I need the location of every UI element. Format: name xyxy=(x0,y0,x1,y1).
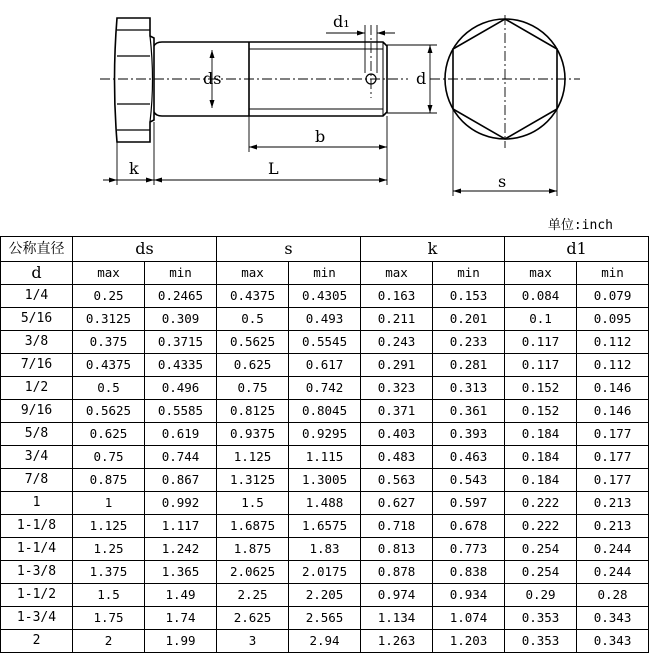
table-row xyxy=(1,630,649,653)
value-cell: 0.244 xyxy=(577,538,649,561)
table-row xyxy=(1,354,649,377)
table-row xyxy=(1,561,649,584)
value-cell: 1.6575 xyxy=(289,515,361,538)
table-row xyxy=(1,377,649,400)
label-s: s xyxy=(498,172,507,191)
value-cell: 1.875 xyxy=(217,538,289,561)
value-cell: 0.375 xyxy=(73,331,145,354)
group-header-d1: d1 xyxy=(505,237,649,262)
value-cell: 0.184 xyxy=(505,469,577,492)
value-cell: 0.117 xyxy=(505,331,577,354)
value-cell: 0.8045 xyxy=(289,400,361,423)
group-header-k: k xyxy=(361,237,505,262)
table-header-row-2 xyxy=(1,262,649,285)
value-cell: 0.875 xyxy=(73,469,145,492)
value-cell: 1.074 xyxy=(433,607,505,630)
value-cell: 3 xyxy=(217,630,289,653)
value-cell: 0.563 xyxy=(361,469,433,492)
value-cell: 1.3125 xyxy=(217,469,289,492)
value-cell: 0.146 xyxy=(577,400,649,423)
value-cell: 1.125 xyxy=(217,446,289,469)
value-cell: 0.934 xyxy=(433,584,505,607)
nominal-size-cell: 1-1/4 xyxy=(1,538,73,561)
value-cell: 0.5585 xyxy=(145,400,217,423)
nominal-size-cell: 1-3/4 xyxy=(1,607,73,630)
table-row xyxy=(1,308,649,331)
sub-header: max xyxy=(361,262,433,285)
value-cell: 0.343 xyxy=(577,630,649,653)
value-cell: 0.75 xyxy=(73,446,145,469)
value-cell: 0.867 xyxy=(145,469,217,492)
value-cell: 1.75 xyxy=(73,607,145,630)
center-lines xyxy=(100,15,580,148)
table-row xyxy=(1,285,649,308)
bolt-side-view xyxy=(115,18,388,142)
value-cell: 2.0175 xyxy=(289,561,361,584)
value-cell: 0.079 xyxy=(577,285,649,308)
sub-header: min xyxy=(289,262,361,285)
value-cell: 0.4305 xyxy=(289,285,361,308)
value-cell: 0.291 xyxy=(361,354,433,377)
value-cell: 0.323 xyxy=(361,377,433,400)
value-cell: 0.5 xyxy=(217,308,289,331)
value-cell: 0.496 xyxy=(145,377,217,400)
value-cell: 0.597 xyxy=(433,492,505,515)
value-cell: 1.83 xyxy=(289,538,361,561)
value-cell: 1.5 xyxy=(73,584,145,607)
dimension-table xyxy=(0,236,649,653)
value-cell: 0.5545 xyxy=(289,331,361,354)
value-cell: 0.309 xyxy=(145,308,217,331)
table-row xyxy=(1,423,649,446)
table-row xyxy=(1,515,649,538)
value-cell: 0.211 xyxy=(361,308,433,331)
value-cell: 0.29 xyxy=(505,584,577,607)
value-cell: 0.213 xyxy=(577,515,649,538)
value-cell: 1 xyxy=(73,492,145,515)
value-cell: 0.742 xyxy=(289,377,361,400)
value-cell: 0.4375 xyxy=(73,354,145,377)
value-cell: 0.243 xyxy=(361,331,433,354)
value-cell: 0.617 xyxy=(289,354,361,377)
value-cell: 0.718 xyxy=(361,515,433,538)
value-cell: 0.2465 xyxy=(145,285,217,308)
nominal-size-cell: 1/4 xyxy=(1,285,73,308)
dimension-arrows xyxy=(109,31,557,194)
value-cell: 1.488 xyxy=(289,492,361,515)
value-cell: 0.28 xyxy=(577,584,649,607)
value-cell: 0.463 xyxy=(433,446,505,469)
value-cell: 0.483 xyxy=(361,446,433,469)
value-cell: 0.992 xyxy=(145,492,217,515)
value-cell: 1.6875 xyxy=(217,515,289,538)
value-cell: 1.203 xyxy=(433,630,505,653)
value-cell: 1.125 xyxy=(73,515,145,538)
sub-header: max xyxy=(73,262,145,285)
value-cell: 0.353 xyxy=(505,607,577,630)
value-cell: 1.134 xyxy=(361,607,433,630)
label-b: b xyxy=(315,127,326,146)
value-cell: 0.5625 xyxy=(73,400,145,423)
value-cell: 0.112 xyxy=(577,331,649,354)
nominal-size-cell: 1 xyxy=(1,492,73,515)
value-cell: 1.99 xyxy=(145,630,217,653)
value-cell: 0.625 xyxy=(217,354,289,377)
value-cell: 0.117 xyxy=(505,354,577,377)
table-row xyxy=(1,538,649,561)
nominal-size-cell: 2 xyxy=(1,630,73,653)
value-cell: 1.74 xyxy=(145,607,217,630)
nominal-size-cell: 5/16 xyxy=(1,308,73,331)
label-k: k xyxy=(129,159,139,178)
value-cell: 0.177 xyxy=(577,423,649,446)
value-cell: 0.838 xyxy=(433,561,505,584)
bolt-head-outline xyxy=(115,18,155,142)
group-header-ds: ds xyxy=(73,237,217,262)
nominal-size-cell: 7/8 xyxy=(1,469,73,492)
value-cell: 0.244 xyxy=(577,561,649,584)
value-cell: 0.084 xyxy=(505,285,577,308)
value-cell: 0.9295 xyxy=(289,423,361,446)
value-cell: 0.281 xyxy=(433,354,505,377)
nominal-diameter-symbol: d xyxy=(1,262,73,285)
value-cell: 0.813 xyxy=(361,538,433,561)
value-cell: 0.184 xyxy=(505,423,577,446)
value-cell: 2 xyxy=(73,630,145,653)
nominal-size-cell: 1-1/8 xyxy=(1,515,73,538)
value-cell: 0.773 xyxy=(433,538,505,561)
value-cell: 0.254 xyxy=(505,538,577,561)
nominal-size-cell: 3/4 xyxy=(1,446,73,469)
value-cell: 0.75 xyxy=(217,377,289,400)
table-row xyxy=(1,584,649,607)
value-cell: 1.242 xyxy=(145,538,217,561)
sub-header: min xyxy=(433,262,505,285)
label-d: d xyxy=(416,69,427,88)
value-cell: 0.625 xyxy=(73,423,145,446)
value-cell: 0.163 xyxy=(361,285,433,308)
value-cell: 0.353 xyxy=(505,630,577,653)
value-cell: 0.213 xyxy=(577,492,649,515)
bolt-drawing xyxy=(0,0,649,215)
value-cell: 0.678 xyxy=(433,515,505,538)
value-cell: 0.153 xyxy=(433,285,505,308)
unit-label: 单位:inch xyxy=(547,218,613,233)
value-cell: 1.115 xyxy=(289,446,361,469)
value-cell: 0.878 xyxy=(361,561,433,584)
table-row xyxy=(1,607,649,630)
value-cell: 0.627 xyxy=(361,492,433,515)
bolt-technical-drawing xyxy=(0,0,649,215)
value-cell: 0.744 xyxy=(145,446,217,469)
value-cell: 0.095 xyxy=(577,308,649,331)
value-cell: 0.3125 xyxy=(73,308,145,331)
value-cell: 2.0625 xyxy=(217,561,289,584)
value-cell: 0.3715 xyxy=(145,331,217,354)
value-cell: 0.4335 xyxy=(145,354,217,377)
sub-header: max xyxy=(505,262,577,285)
label-L: L xyxy=(268,159,279,178)
value-cell: 0.4375 xyxy=(217,285,289,308)
table-row xyxy=(1,331,649,354)
value-cell: 0.222 xyxy=(505,515,577,538)
nominal-size-cell: 5/8 xyxy=(1,423,73,446)
value-cell: 0.152 xyxy=(505,377,577,400)
value-cell: 1.5 xyxy=(217,492,289,515)
value-cell: 0.177 xyxy=(577,446,649,469)
nominal-diameter-header: 公称直径 xyxy=(1,237,73,262)
value-cell: 0.254 xyxy=(505,561,577,584)
value-cell: 0.974 xyxy=(361,584,433,607)
value-cell: 0.8125 xyxy=(217,400,289,423)
value-cell: 0.343 xyxy=(577,607,649,630)
value-cell: 0.233 xyxy=(433,331,505,354)
table-body xyxy=(1,285,649,653)
value-cell: 0.313 xyxy=(433,377,505,400)
nominal-size-cell: 9/16 xyxy=(1,400,73,423)
value-cell: 0.5625 xyxy=(217,331,289,354)
nominal-size-cell: 3/8 xyxy=(1,331,73,354)
value-cell: 0.152 xyxy=(505,400,577,423)
label-d1: d₁ xyxy=(333,12,350,31)
value-cell: 0.177 xyxy=(577,469,649,492)
sub-header: min xyxy=(577,262,649,285)
table-row xyxy=(1,446,649,469)
value-cell: 0.9375 xyxy=(217,423,289,446)
value-cell: 2.94 xyxy=(289,630,361,653)
value-cell: 0.403 xyxy=(361,423,433,446)
value-cell: 2.25 xyxy=(217,584,289,607)
value-cell: 0.184 xyxy=(505,446,577,469)
value-cell: 0.543 xyxy=(433,469,505,492)
nominal-size-cell: 1/2 xyxy=(1,377,73,400)
value-cell: 0.25 xyxy=(73,285,145,308)
table-row xyxy=(1,492,649,515)
value-cell: 0.361 xyxy=(433,400,505,423)
value-cell: 2.565 xyxy=(289,607,361,630)
value-cell: 0.493 xyxy=(289,308,361,331)
value-cell: 0.201 xyxy=(433,308,505,331)
value-cell: 1.263 xyxy=(361,630,433,653)
table-row xyxy=(1,400,649,423)
nominal-size-cell: 7/16 xyxy=(1,354,73,377)
sub-header: max xyxy=(217,262,289,285)
value-cell: 0.619 xyxy=(145,423,217,446)
value-cell: 1.375 xyxy=(73,561,145,584)
value-cell: 1.49 xyxy=(145,584,217,607)
value-cell: 0.5 xyxy=(73,377,145,400)
sub-header: min xyxy=(145,262,217,285)
value-cell: 1.25 xyxy=(73,538,145,561)
label-ds: ds xyxy=(203,69,222,88)
value-cell: 2.205 xyxy=(289,584,361,607)
value-cell: 0.112 xyxy=(577,354,649,377)
table-header-row-1 xyxy=(1,237,649,262)
value-cell: 0.371 xyxy=(361,400,433,423)
nominal-size-cell: 1-1/2 xyxy=(1,584,73,607)
value-cell: 1.117 xyxy=(145,515,217,538)
value-cell: 0.393 xyxy=(433,423,505,446)
value-cell: 0.1 xyxy=(505,308,577,331)
table-row xyxy=(1,469,649,492)
value-cell: 0.146 xyxy=(577,377,649,400)
nominal-size-cell: 1-3/8 xyxy=(1,561,73,584)
value-cell: 2.625 xyxy=(217,607,289,630)
value-cell: 1.365 xyxy=(145,561,217,584)
value-cell: 1.3005 xyxy=(289,469,361,492)
group-header-s: s xyxy=(217,237,361,262)
value-cell: 0.222 xyxy=(505,492,577,515)
dimension-lines xyxy=(103,25,557,196)
